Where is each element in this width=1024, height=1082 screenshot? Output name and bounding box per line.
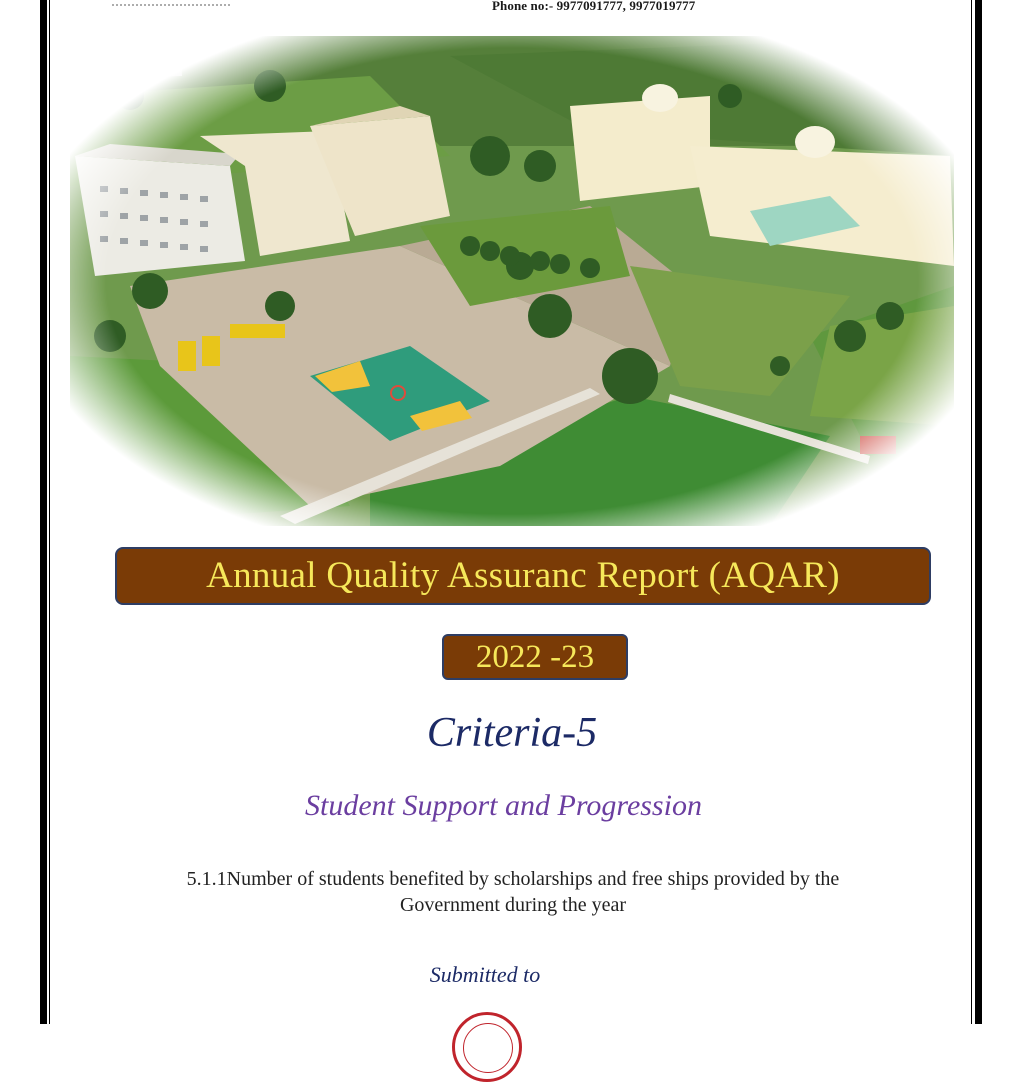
metric-line-1: 5.1.1Number of students benefited by scholarships and free ships provided by the <box>186 868 840 890</box>
criteria-heading: Criteria-5 <box>426 710 598 756</box>
campus-aerial-photo <box>70 36 954 526</box>
metric-line-2: Government during the year <box>399 894 627 916</box>
header-fragment <box>112 0 230 6</box>
page-border-right <box>975 0 982 1024</box>
submitted-to-label: Submitted to <box>429 962 541 987</box>
report-title-banner: Annual Quality Assuranc Report (AQAR) <box>115 547 931 605</box>
phone-numbers: 9977091777, 9977019777 <box>556 0 696 13</box>
institution-seal-icon <box>452 1012 522 1082</box>
page-border-left <box>40 0 47 1024</box>
academic-year-badge: 2022 -23 <box>442 634 628 680</box>
phone-line <box>492 0 695 14</box>
phone-label: Phone no:- <box>492 0 554 13</box>
metric-description <box>100 866 926 918</box>
criteria-subtitle: Student Support and Progression <box>305 789 702 822</box>
